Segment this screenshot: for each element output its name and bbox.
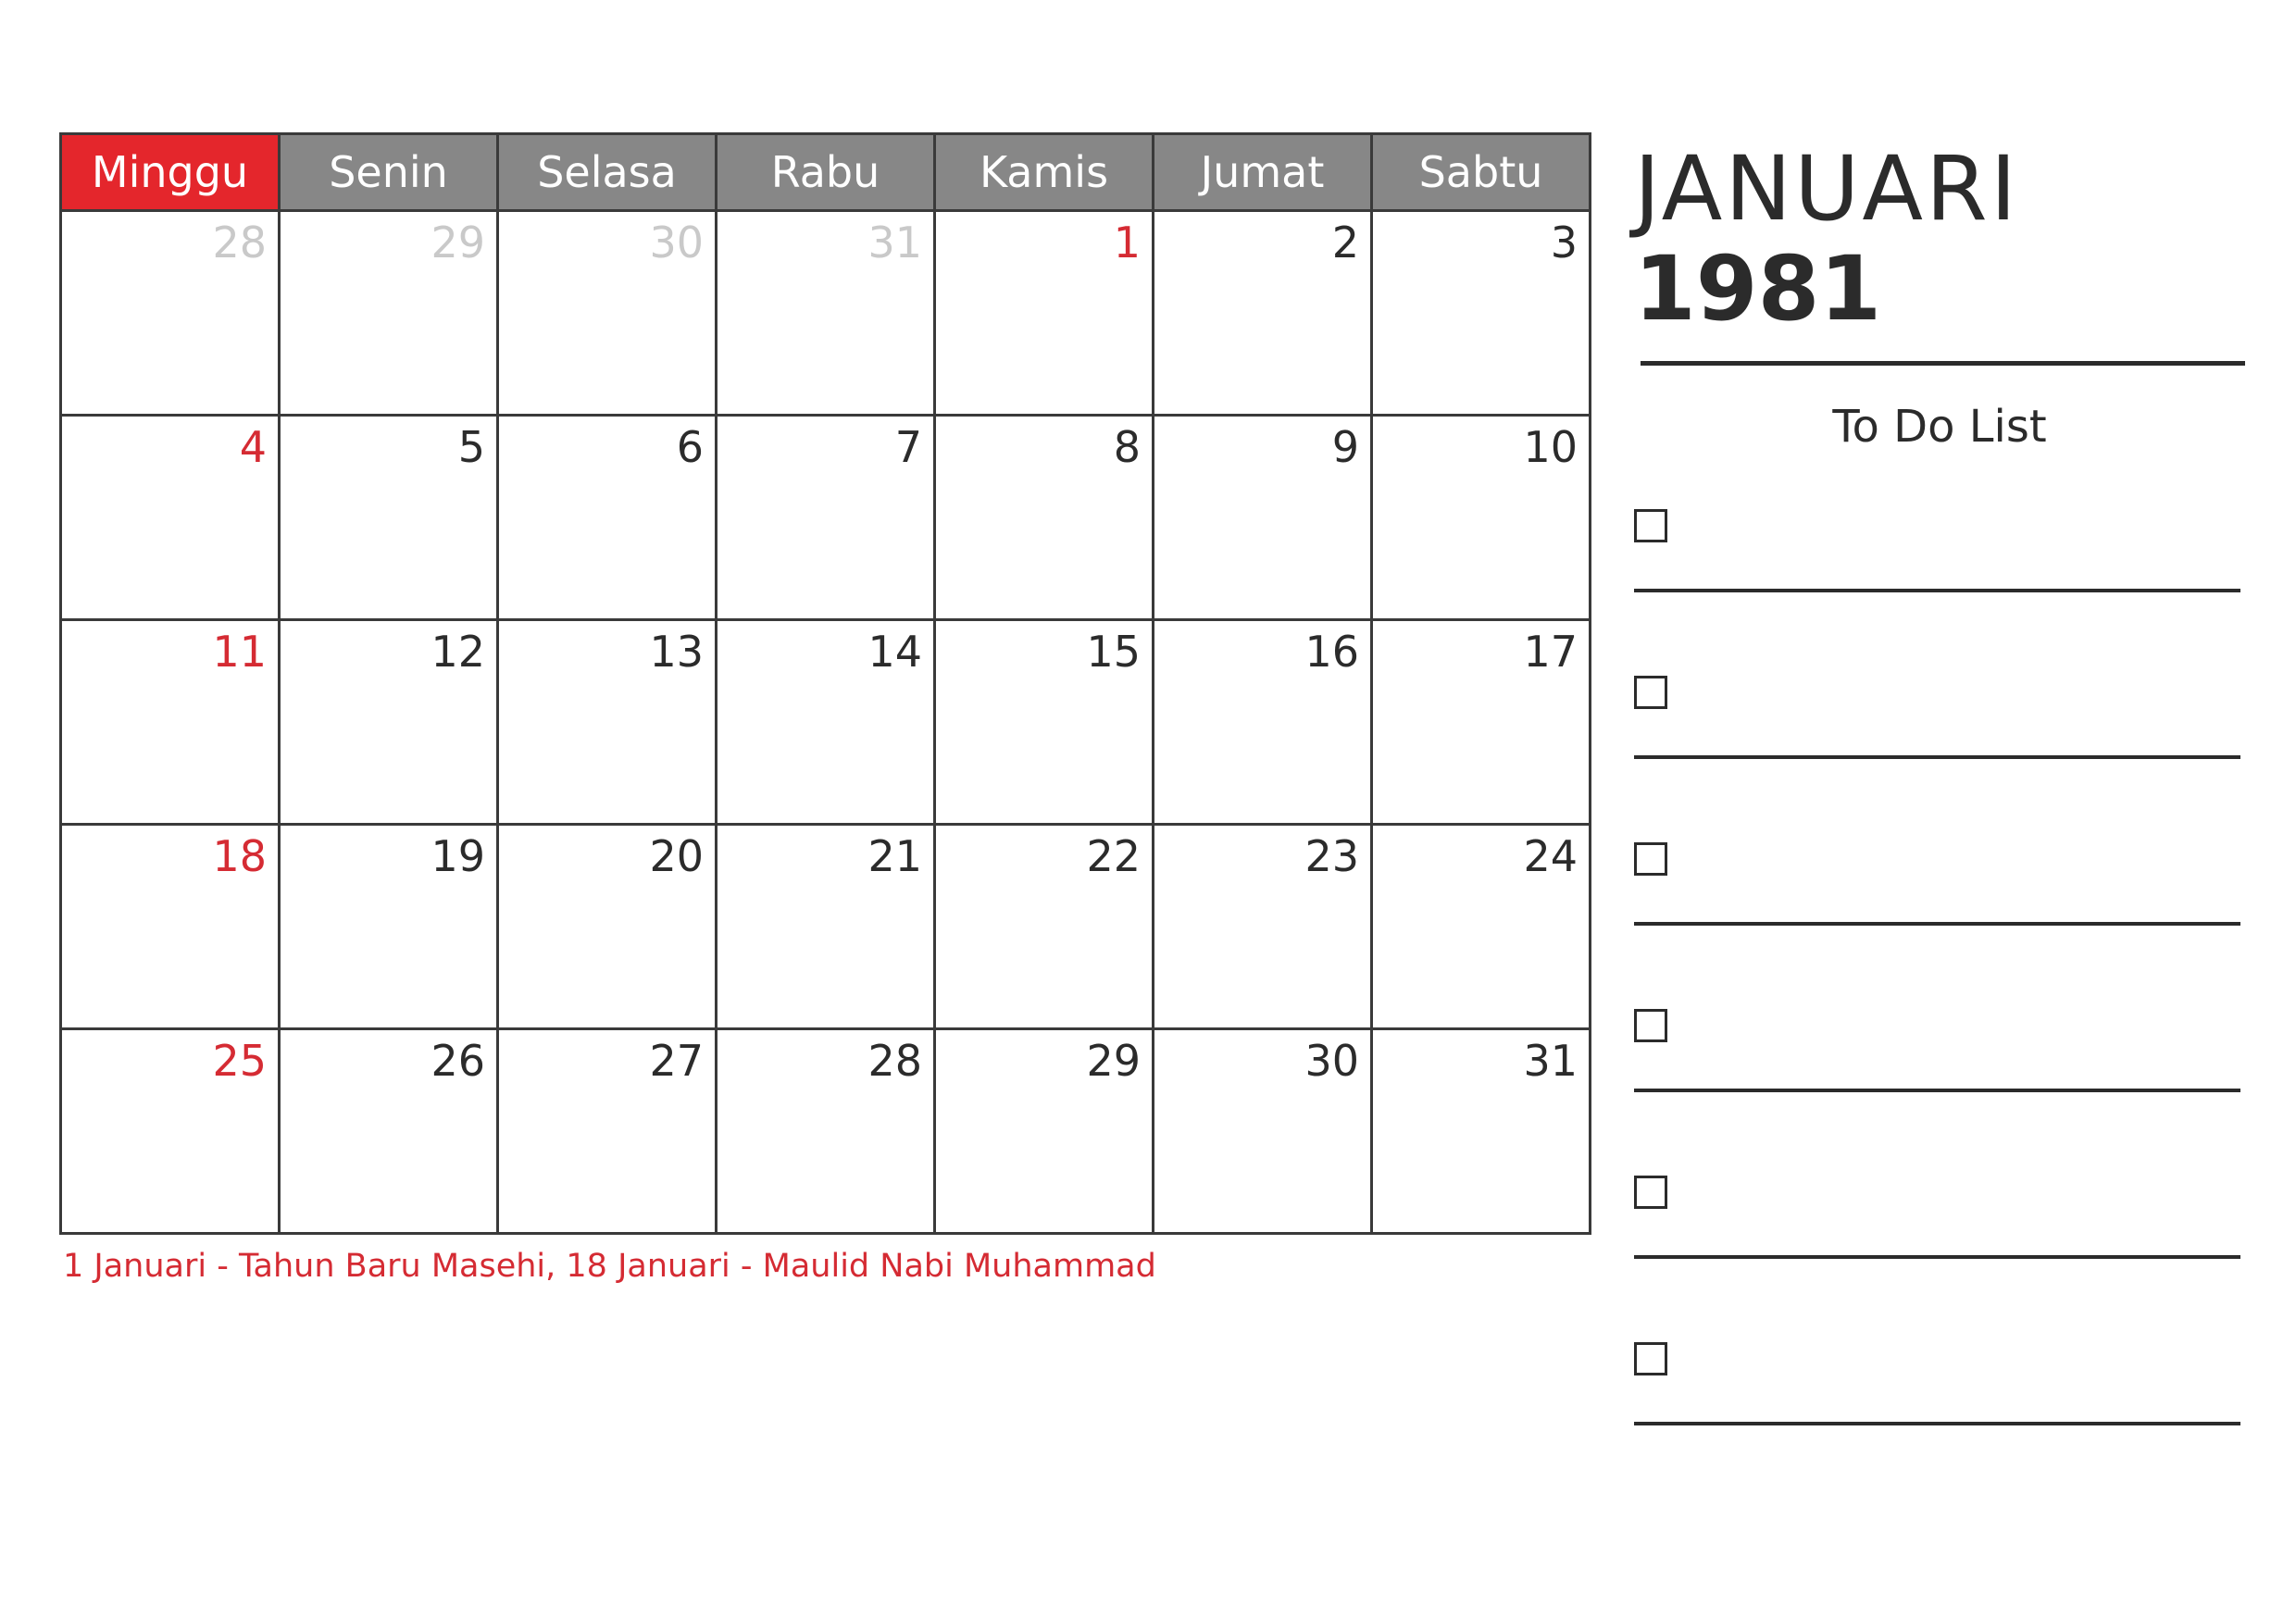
day-cell[interactable]: 24 — [1372, 825, 1591, 1029]
todo-write-line[interactable] — [1634, 1422, 2240, 1425]
day-cell[interactable]: 23 — [1154, 825, 1372, 1029]
day-cell[interactable]: 2 — [1154, 211, 1372, 416]
day-cell[interactable]: 28 — [717, 1029, 935, 1234]
todo-checkbox[interactable] — [1634, 1176, 1667, 1209]
day-cell[interactable]: 21 — [717, 825, 935, 1029]
todo-checkbox[interactable] — [1634, 509, 1667, 542]
day-cell[interactable]: 27 — [498, 1029, 717, 1234]
day-cell[interactable]: 31 — [1372, 1029, 1591, 1234]
day-cell[interactable]: 11 — [61, 620, 280, 825]
week-row — [61, 1029, 1591, 1234]
weekday-wednesday: Rabu — [717, 134, 935, 211]
day-cell[interactable]: 8 — [935, 416, 1154, 620]
todo-write-line[interactable] — [1634, 755, 2240, 759]
todo-title: To Do List — [1832, 401, 2047, 453]
day-cell[interactable]: 19 — [280, 825, 498, 1029]
todo-write-line[interactable] — [1634, 1089, 2240, 1092]
week-row — [61, 825, 1591, 1029]
week-row — [61, 211, 1591, 416]
day-cell[interactable]: 29 — [280, 211, 498, 416]
side-panel — [1634, 137, 2245, 453]
day-cell[interactable]: 5 — [280, 416, 498, 620]
weekday-sunday: Minggu — [61, 134, 280, 211]
day-cell[interactable]: 30 — [1154, 1029, 1372, 1234]
weekday-friday: Jumat — [1154, 134, 1372, 211]
todo-list — [1634, 509, 2245, 1509]
day-cell[interactable]: 15 — [935, 620, 1154, 825]
day-cell[interactable]: 7 — [717, 416, 935, 620]
day-cell[interactable]: 14 — [717, 620, 935, 825]
day-cell[interactable]: 20 — [498, 825, 717, 1029]
day-cell[interactable]: 12 — [280, 620, 498, 825]
day-cell[interactable]: 22 — [935, 825, 1154, 1029]
calendar-table — [59, 132, 1591, 1235]
todo-item — [1634, 842, 2245, 1009]
year-title: 1981 — [1634, 237, 1882, 341]
week-row — [61, 620, 1591, 825]
day-cell[interactable]: 10 — [1372, 416, 1591, 620]
day-cell[interactable]: 25 — [61, 1029, 280, 1234]
todo-checkbox[interactable] — [1634, 1009, 1667, 1042]
title-divider — [1641, 361, 2245, 366]
day-cell[interactable]: 18 — [61, 825, 280, 1029]
week-row — [61, 416, 1591, 620]
calendar-grid — [59, 132, 1591, 1235]
todo-checkbox[interactable] — [1634, 1342, 1667, 1375]
day-cell[interactable]: 30 — [498, 211, 717, 416]
day-cell[interactable]: 4 — [61, 416, 280, 620]
day-cell[interactable]: 16 — [1154, 620, 1372, 825]
todo-checkbox[interactable] — [1634, 842, 1667, 876]
todo-item — [1634, 509, 2245, 676]
todo-write-line[interactable] — [1634, 1255, 2240, 1259]
weekday-saturday: Sabtu — [1372, 134, 1591, 211]
todo-item — [1634, 1176, 2245, 1342]
day-cell[interactable]: 1 — [935, 211, 1154, 416]
calendar-body — [61, 211, 1591, 1234]
day-cell[interactable]: 13 — [498, 620, 717, 825]
weekday-header-row — [61, 134, 1591, 211]
weekday-monday: Senin — [280, 134, 498, 211]
todo-write-line[interactable] — [1634, 922, 2240, 926]
day-cell[interactable]: 6 — [498, 416, 717, 620]
todo-item — [1634, 1009, 2245, 1176]
todo-item — [1634, 676, 2245, 842]
holiday-note: 1 Januari - Tahun Baru Masehi, 18 Januari - Maulid Nabi Muhammad — [63, 1248, 1156, 1285]
weekday-thursday: Kamis — [935, 134, 1154, 211]
day-cell[interactable]: 17 — [1372, 620, 1591, 825]
todo-write-line[interactable] — [1634, 589, 2240, 592]
todo-item — [1634, 1342, 2245, 1509]
todo-checkbox[interactable] — [1634, 676, 1667, 709]
month-title: JANUARI — [1634, 137, 2020, 241]
day-cell[interactable]: 3 — [1372, 211, 1591, 416]
weekday-tuesday: Selasa — [498, 134, 717, 211]
day-cell[interactable]: 26 — [280, 1029, 498, 1234]
day-cell[interactable]: 9 — [1154, 416, 1372, 620]
day-cell[interactable]: 28 — [61, 211, 280, 416]
day-cell[interactable]: 29 — [935, 1029, 1154, 1234]
day-cell[interactable]: 31 — [717, 211, 935, 416]
